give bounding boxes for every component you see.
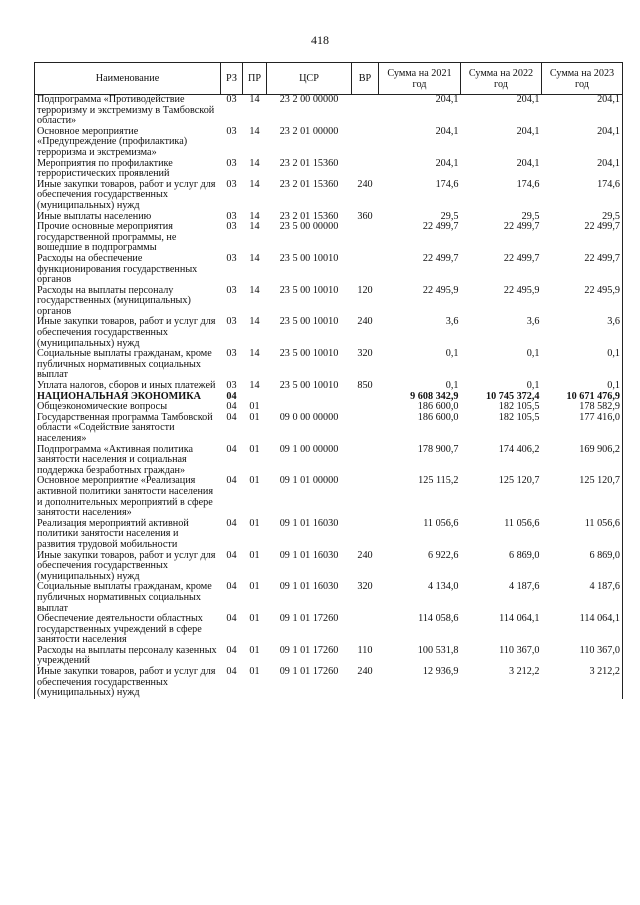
cell-sum-2022: 10 745 372,4 — [486, 390, 540, 402]
cell-pr: 14 — [249, 94, 260, 105]
cell-sum-2021: 204,1 — [435, 125, 459, 137]
cell-name: Прочие основные мероприятия государственной программы, не вошедшие в подпрограммы — [35, 222, 221, 254]
header-vr: ВР — [352, 63, 379, 95]
table-row — [35, 582, 623, 614]
cell-pr: 01 — [249, 475, 260, 487]
table-body — [35, 95, 623, 699]
cell-sum-2021: 204,1 — [435, 94, 459, 105]
cell-pr: 14 — [249, 252, 260, 264]
cell-csr: 09 1 01 16030 — [279, 581, 339, 593]
cell-pr: 14 — [249, 125, 260, 137]
cell-sum-2023: 22 499,7 — [542, 222, 623, 254]
cell-sum-2022: 204,1 — [516, 125, 540, 137]
header-csr: ЦСР — [267, 63, 352, 95]
cell-sum-2022: 29,5 — [521, 210, 540, 222]
cell-rz: 03 — [226, 210, 237, 222]
cell-pr: 14 — [249, 380, 260, 392]
cell-rz: 04 — [226, 644, 237, 656]
table-row — [35, 445, 623, 477]
cell-vr: 320 — [357, 581, 373, 593]
cell-sum-2022: 22 499,7 — [503, 221, 540, 233]
cell-rz: 04 — [226, 401, 237, 413]
header-pr: ПР — [243, 63, 267, 95]
cell-sum-2023: 3,6 — [542, 317, 623, 349]
header-sum-2021: Сумма на 2021 год — [379, 63, 461, 95]
cell-pr: 01 — [249, 644, 260, 656]
cell-sum-2021: 186 600,0 — [417, 411, 459, 423]
cell-sum-2022: 0,1 — [526, 348, 540, 360]
cell-rz: 03 — [226, 380, 237, 392]
cell-rz: 04 — [226, 390, 237, 402]
cell-vr — [352, 476, 379, 518]
cell-rz: 04 — [226, 517, 237, 529]
cell-name: Иные закупки товаров, работ и услуг для обеспечения государственных (муниципальных) нужд — [35, 551, 221, 583]
cell-csr: 23 2 00 00000 — [279, 94, 339, 105]
cell-rz: 04 — [226, 666, 237, 678]
cell-vr — [352, 222, 379, 254]
cell-sum-2021: 0,1 — [445, 380, 459, 392]
header-sum-2023: Сумма на 2023 год — [542, 63, 623, 95]
cell-sum-2021: 100 531,8 — [417, 644, 459, 656]
cell-sum-2023: 174,6 — [542, 180, 623, 212]
cell-sum-2023: 22 499,7 — [542, 254, 623, 286]
cell-vr — [352, 127, 379, 159]
table-row — [35, 413, 623, 445]
cell-sum-2021: 12 936,9 — [422, 666, 459, 678]
cell-csr: 09 1 01 16030 — [279, 517, 339, 529]
cell-rz: 03 — [226, 94, 237, 105]
cell-sum-2023: 29,5 — [542, 212, 623, 223]
cell-vr — [352, 519, 379, 551]
cell-name: Расходы на выплаты персоналу государственных (муниципальных) органов — [35, 286, 221, 318]
cell-pr: 01 — [249, 666, 260, 678]
cell-vr — [352, 392, 379, 403]
table-row — [35, 667, 623, 699]
cell-sum-2021: 4 134,0 — [427, 581, 459, 593]
cell-csr: 23 2 01 00000 — [279, 125, 339, 137]
cell-sum-2023: 11 056,6 — [542, 519, 623, 551]
cell-sum-2023: 178 582,9 — [542, 402, 623, 413]
cell-csr: 09 1 01 17260 — [279, 666, 339, 678]
cell-sum-2023: 114 064,1 — [542, 614, 623, 646]
cell-sum-2021: 6 922,6 — [427, 549, 459, 561]
cell-sum-2022: 114 064,1 — [499, 613, 540, 625]
header-name: Наименование — [35, 63, 221, 95]
cell-pr: 14 — [249, 348, 260, 360]
cell-rz: 03 — [226, 252, 237, 264]
cell-sum-2023: 204,1 — [542, 159, 623, 180]
cell-name: Иные выплаты населению — [35, 212, 221, 223]
page-number: 418 — [311, 33, 329, 47]
cell-rz: 03 — [226, 178, 237, 190]
cell-sum-2022: 174 406,2 — [498, 443, 540, 455]
table-row — [35, 317, 623, 349]
cell-sum-2023: 204,1 — [542, 95, 623, 127]
cell-rz: 03 — [226, 316, 237, 328]
cell-sum-2022: 22 495,9 — [503, 284, 540, 296]
cell-sum-2022: 110 367,0 — [499, 644, 540, 656]
cell-sum-2023: 3 212,2 — [542, 667, 623, 699]
cell-vr: 320 — [357, 348, 373, 360]
cell-rz: 04 — [226, 411, 237, 423]
cell-csr: 23 2 01 15360 — [279, 210, 339, 222]
cell-rz: 04 — [226, 475, 237, 487]
cell-vr: 120 — [357, 284, 373, 296]
table-row — [35, 95, 623, 127]
cell-sum-2023: 169 906,2 — [542, 445, 623, 477]
cell-vr: 240 — [357, 666, 373, 678]
cell-sum-2021: 0,1 — [445, 348, 459, 360]
cell-sum-2022: 0,1 — [526, 380, 540, 392]
cell-rz: 03 — [226, 221, 237, 233]
table-header — [35, 63, 623, 95]
cell-name: Уплата налогов, сборов и иных платежей — [35, 381, 221, 392]
cell-vr — [352, 413, 379, 445]
cell-csr: 23 5 00 10010 — [279, 252, 339, 264]
cell-pr: 01 — [249, 517, 260, 529]
table-row — [35, 180, 623, 212]
cell-csr: 23 5 00 10010 — [279, 316, 339, 328]
cell-sum-2022: 174,6 — [516, 178, 540, 190]
cell-sum-2021: 29,5 — [440, 210, 459, 222]
cell-vr — [352, 254, 379, 286]
cell-sum-2022: 204,1 — [516, 94, 540, 105]
budget-table — [34, 62, 623, 699]
cell-sum-2021: 22 499,7 — [422, 221, 459, 233]
cell-rz: 04 — [226, 443, 237, 455]
cell-sum-2023: 0,1 — [542, 349, 623, 381]
cell-name: Государственная программа Тамбовской области «Содействие занятости населения» — [35, 413, 221, 445]
cell-name: Основное мероприятие «Реализация активной политики занятости населения и дополнительных мероприятий в сфере занятости населения» — [35, 476, 221, 518]
cell-sum-2021: 22 499,7 — [422, 252, 459, 264]
cell-pr: 14 — [249, 316, 260, 328]
cell-name: Иные закупки товаров, работ и услуг для обеспечения государственных (муниципальных) нужд — [35, 180, 221, 212]
cell-csr: 09 1 01 17260 — [279, 644, 339, 656]
cell-name: Мероприятия по профилактике террористических проявлений — [35, 159, 221, 180]
header-rz: РЗ — [221, 63, 243, 95]
cell-sum-2022: 3 212,2 — [508, 666, 540, 678]
cell-sum-2023: 22 495,9 — [542, 286, 623, 318]
cell-sum-2022: 182 105,5 — [498, 411, 540, 423]
cell-rz: 04 — [226, 549, 237, 561]
cell-sum-2022: 182 105,5 — [498, 401, 540, 413]
cell-rz: 03 — [226, 125, 237, 137]
cell-pr: 14 — [249, 210, 260, 222]
cell-sum-2023: 204,1 — [542, 127, 623, 159]
table-row — [35, 614, 623, 646]
cell-csr: 23 5 00 00000 — [279, 221, 339, 233]
cell-vr — [352, 614, 379, 646]
cell-pr: 14 — [249, 284, 260, 296]
cell-name: Социальные выплаты гражданам, кроме публичных нормативных социальных выплат — [35, 349, 221, 381]
cell-rz: 04 — [226, 613, 237, 625]
cell-name: Реализация мероприятий активной политики занятости населения и развития трудовой мобильности — [35, 519, 221, 551]
cell-csr: 23 5 00 10010 — [279, 284, 339, 296]
table-row — [35, 551, 623, 583]
cell-name: Подпрограмма «Активная политика занятости населения и социальная поддержка безработных граждан» — [35, 445, 221, 477]
cell-name: Иные закупки товаров, работ и услуг для обеспечения государственных (муниципальных) нужд — [35, 667, 221, 699]
cell-pr: 14 — [249, 221, 260, 233]
cell-vr: 240 — [357, 316, 373, 328]
cell-name: Основное мероприятие «Предупреждение (профилактика) терроризма и экстремизма» — [35, 127, 221, 159]
cell-name: Обеспечение деятельности областных государственных учреждений в сфере занятости населения — [35, 614, 221, 646]
cell-csr: 23 5 00 10010 — [279, 380, 339, 392]
cell-sum-2023: 4 187,6 — [542, 582, 623, 614]
cell-sum-2022: 22 499,7 — [503, 252, 540, 264]
cell-vr: 240 — [357, 178, 373, 190]
cell-csr: 23 2 01 15360 — [279, 157, 339, 169]
cell-sum-2022: 204,1 — [516, 157, 540, 169]
cell-sum-2021: 174,6 — [435, 178, 459, 190]
cell-sum-2021: 114 058,6 — [418, 613, 459, 625]
cell-csr: 09 0 00 00000 — [279, 411, 339, 423]
table-row — [35, 222, 623, 254]
cell-vr: 110 — [357, 644, 373, 656]
cell-sum-2022: 6 869,0 — [508, 549, 540, 561]
cell-vr — [352, 445, 379, 477]
table-row — [35, 476, 623, 518]
cell-vr: 850 — [357, 380, 373, 392]
cell-csr: 09 1 01 00000 — [279, 475, 339, 487]
cell-pr: 01 — [249, 401, 260, 413]
cell-sum-2022: 3,6 — [526, 316, 540, 328]
cell-sum-2022: 4 187,6 — [508, 581, 540, 593]
cell-vr: 240 — [357, 549, 373, 561]
cell-pr: 14 — [249, 157, 260, 169]
cell-name: Подпрограмма «Противодействие терроризму и экстремизму в Тамбовской области» — [35, 95, 221, 127]
table-row — [35, 127, 623, 159]
cell-pr: 14 — [249, 178, 260, 190]
table-row — [35, 254, 623, 286]
cell-sum-2021: 11 056,6 — [423, 517, 459, 529]
table-row — [35, 159, 623, 180]
cell-sum-2023: 6 869,0 — [542, 551, 623, 583]
cell-sum-2023: 125 120,7 — [542, 476, 623, 518]
cell-name: Расходы на обеспечение функционирования государственных органов — [35, 254, 221, 286]
cell-rz: 03 — [226, 348, 237, 360]
cell-rz: 04 — [226, 581, 237, 593]
table-row — [35, 519, 623, 551]
cell-name: Социальные выплаты гражданам, кроме публичных нормативных социальных выплат — [35, 582, 221, 614]
cell-sum-2022: 11 056,6 — [504, 517, 540, 529]
cell-rz: 03 — [226, 157, 237, 169]
cell-pr: 01 — [249, 549, 260, 561]
table-row — [35, 646, 623, 667]
cell-pr: 01 — [249, 443, 260, 455]
cell-csr: 23 5 00 10010 — [279, 348, 339, 360]
header-sum-2022: Сумма на 2022 год — [461, 63, 542, 95]
table-row — [35, 349, 623, 381]
cell-vr: 360 — [357, 210, 373, 222]
cell-pr: 01 — [249, 411, 260, 423]
cell-csr: 09 1 00 00000 — [279, 443, 339, 455]
cell-rz: 03 — [226, 284, 237, 296]
cell-name: Иные закупки товаров, работ и услуг для обеспечения государственных (муниципальных) нужд — [35, 317, 221, 349]
cell-vr — [352, 159, 379, 180]
cell-sum-2022: 125 120,7 — [498, 475, 540, 487]
cell-csr: 23 2 01 15360 — [279, 178, 339, 190]
cell-vr — [352, 95, 379, 127]
cell-pr: 01 — [249, 613, 260, 625]
cell-csr: 09 1 01 16030 — [279, 549, 339, 561]
cell-csr — [267, 392, 352, 403]
cell-sum-2023: 110 367,0 — [542, 646, 623, 667]
cell-sum-2021: 9 608 342,9 — [410, 390, 459, 402]
cell-vr — [352, 402, 379, 413]
cell-name: Общеэкономические вопросы — [35, 402, 221, 413]
cell-sum-2021: 3,6 — [445, 316, 459, 328]
cell-sum-2021: 186 600,0 — [417, 401, 459, 413]
cell-sum-2021: 125 115,2 — [418, 475, 459, 487]
cell-sum-2021: 22 495,9 — [422, 284, 459, 296]
cell-sum-2021: 204,1 — [435, 157, 459, 169]
cell-sum-2023: 0,1 — [542, 381, 623, 392]
cell-name: Расходы на выплаты персоналу казенных учреждений — [35, 646, 221, 667]
cell-csr: 09 1 01 17260 — [279, 613, 339, 625]
cell-sum-2021: 178 900,7 — [417, 443, 459, 455]
cell-sum-2023: 177 416,0 — [542, 413, 623, 445]
cell-sum-2023: 10 671 476,9 — [542, 392, 623, 403]
table-row — [35, 286, 623, 318]
cell-pr: 01 — [249, 581, 260, 593]
cell-name: НАЦИОНАЛЬНАЯ ЭКОНОМИКА — [35, 392, 221, 403]
